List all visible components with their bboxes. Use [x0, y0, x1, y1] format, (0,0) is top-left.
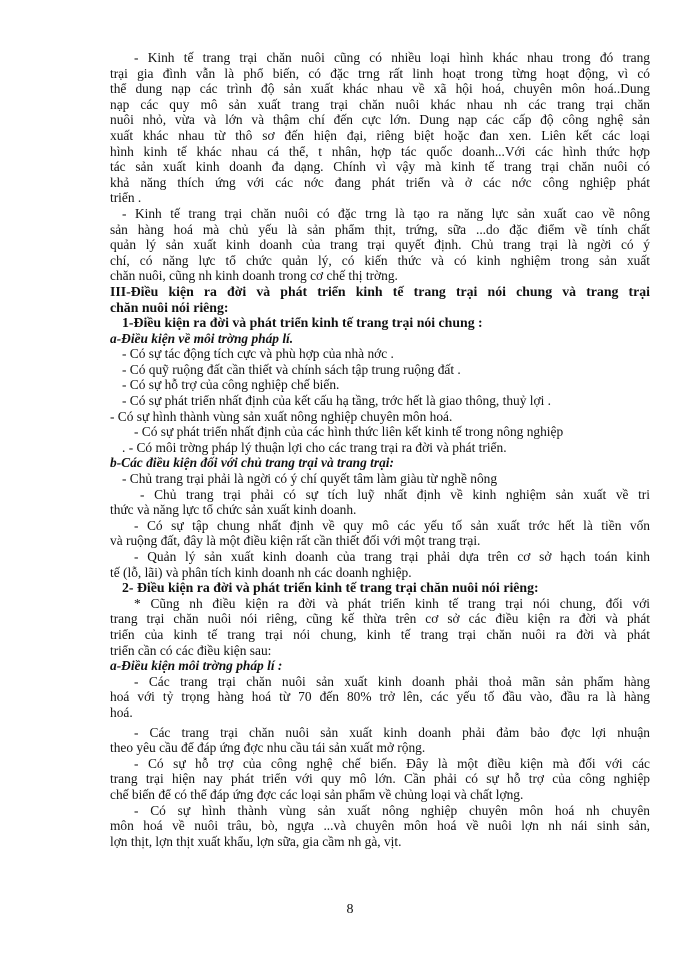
text-line: thức và năng lực tổ chức sản xuất kinh doanh.	[110, 502, 357, 518]
text-line: III-Điều kiện ra đời và phát triển kinh tế trang trại nói chung và trang trại	[110, 283, 650, 299]
text-line: chăn nuôi, cũng nh kinh doanh trong cơ chế thị trờng.	[110, 268, 398, 284]
text-line: * Cũng nh điều kiện ra đời và phát triển kinh tế trang trại nói chung, đối với	[134, 595, 650, 611]
text-line: - Các trang trại chăn nuôi sản xuất kinh doanh phải thoả mãn sản phẩm hàng	[134, 673, 650, 689]
text-line: nuôi nhỏ, vừa và lớn và thậm chí đến cực lớn. Dung nạp các cấp độ công nghệ sản	[110, 112, 650, 128]
text-line: triển .	[110, 190, 142, 206]
text-line: - Có sự tập chung nhất định về quy mô các yếu tố sản xuất trớc hết là tiền vốn	[134, 517, 650, 533]
text-line: - Chủ trang trại phải có sự tích luỹ nhất định về kinh nghiệm sản xuất về tri	[140, 486, 650, 502]
text-line: - Có sự hỗ trợ của công nghiệp chế biến.	[122, 377, 340, 393]
text-line: trại gia đình vẫn là phổ biến, có đặc trng rất linh hoạt trong từng hoạt động, vì có	[110, 65, 650, 81]
text-line: trang trại hiện nay phát triển với quy mô lớn. Cần phải có sự hỗ trợ của công nghiệp	[110, 771, 650, 787]
text-line: a-Điều kiện môi trờng pháp lí :	[110, 658, 283, 674]
text-line: 2- Điều kiện ra đời và phát triển kinh tế trang trại chăn nuôi nói riêng:	[122, 580, 539, 596]
text-line: quản lý sản xuất kinh doanh của trang trại quyết định. Chủ trang trại là ngời có ý	[110, 237, 650, 253]
text-line: hoá với tỷ trọng hàng hoá từ 70 đến 80% trở lên, các yếu tố đầu vào, đầu ra là hàng	[110, 689, 650, 705]
text-line: nạp các quy mô sản xuất trang trại chăn nuôi khác nhau nh các trang trại chăn	[110, 96, 650, 112]
text-line: chế biến để có thể đáp ứng đợc các loại sản phẩm về chủng loại và chất lợng.	[110, 786, 524, 802]
page-number: 8	[346, 902, 354, 917]
text-line: - Quản lý sản xuất kinh doanh của trang trại phải dựa trên cơ sở hạch toán kinh	[134, 549, 650, 564]
text-line: - Có quỹ ruộng đất cần thiết và chính sách tập trung ruộng đất .	[122, 361, 461, 377]
text-line: - Có sự hình thành vùng sản xuất nông nghiệp chuyên môn hoá nh chuyên	[134, 802, 650, 818]
text-line: hoá.	[110, 704, 133, 720]
text-line: - Có sự hình thành vùng sản xuất nông nghiệp chuyên môn hoá.	[110, 408, 453, 424]
text-line: . - Có môi trờng pháp lý thuận lợi cho các trang trại ra đời và phát triển.	[122, 439, 507, 455]
text-line: lợn thịt, lợn thịt xuất khẩu, lợn sữa, gia cầm nh gà, vịt.	[110, 833, 402, 849]
text-line: triển cần có các điều kiện sau:	[110, 642, 272, 658]
text-line: - Có sự phát triển nhất định của các hình thức liên kết kinh tế trong nông nghiệp	[134, 424, 564, 440]
text-line: - Kinh tế trang trại chăn nuôi cũng có nhiều loại hình khác nhau trong đó trang	[134, 50, 650, 65]
text-line: - Có sự tác động tích cực và phù hợp của nhà nớc .	[122, 346, 394, 362]
text-line: - Chủ trang trại phải là ngời có ý chí quyết tâm làm giàu từ nghề nông	[122, 471, 498, 487]
document-body	[110, 50, 650, 849]
text-line: chí, có năng lực tổ chức quản lý, có kiến thức và có kinh nghiệm trong sản xuất	[110, 252, 650, 268]
text-line: triển của kinh tế trang trại nói chung, kinh tế trang trại chăn nuôi ra đời và phát	[110, 626, 650, 642]
text-line: môn hoá về nuôi trâu, bò, ngựa ...và chuyên môn hoá về nuôi lợn nh nái sinh sản,	[110, 818, 650, 834]
text-line: xuất khác nhau từ thô sơ đến hiện đại, riêng biệt hoặc đan xen. Liên kết các loại	[110, 127, 650, 143]
text-line: 1-Điều kiện ra đời và phát triển kinh tế trang trại nói chung :	[122, 315, 483, 331]
text-line: - Có sự hỗ trợ của công nghệ chế biến. Đây là một điều kiện mà đối với các	[134, 755, 650, 771]
text-line: - Các trang trại chăn nuôi sản xuất kinh doanh phải đảm bảo đợc lợi nhuận	[134, 724, 650, 740]
text-line: trang trại chăn nuôi nói riêng, cũng kế thừa trên cơ sở các điều kiện ra đời và phát	[110, 611, 650, 627]
text-line: b-Các điều kiện đối với chủ trang trại và trang trại:	[110, 455, 394, 471]
text-line: hình kinh tế khác nhau cá thể, t nhân, hợp tác quốc doanh...Với các hình thức hợp	[110, 143, 650, 159]
text-line: chăn nuôi nói riêng:	[110, 299, 229, 315]
text-line: tác sản xuất kinh doanh đa dạng. Chính vì vậy mà kinh tế trang trại chăn nuôi có	[110, 159, 650, 175]
text-line: khả năng thích ứng với các nớc đang phát triển và ở các nớc công nghiệp phát	[110, 174, 650, 190]
text-line: và ruộng đất, đây là một điều kiện rất cần thiết đối với một trang trại.	[110, 533, 481, 549]
text-line: - Kinh tế trang trại chăn nuôi có đặc trng là tạo ra năng lực sản xuất cao về nông	[122, 205, 650, 221]
text-line: theo yêu cầu để đáp ứng đợc nhu cầu tái sản xuất mở rộng.	[110, 740, 426, 756]
text-line: a-Điều kiện về môi trờng pháp lí.	[110, 330, 294, 346]
text-line: - Có sự phát triển nhất định của kết cấu hạ tầng, trớc hết là giao thông, thuỷ lợi .	[122, 393, 551, 409]
text-line: sản hàng hoá mà chủ yếu là sản phẩm thịt, trứng, sữa ...do đặc điểm về tính chất	[110, 221, 650, 237]
text-line: tế (lỗ, lãi) và phân tích kinh doanh nh các doanh nghiệp.	[110, 564, 412, 580]
text-line: thể dung nạp các trình độ sản xuất khác nhau về xã hội hoá, chuyên môn hoá..Dung	[110, 81, 650, 97]
